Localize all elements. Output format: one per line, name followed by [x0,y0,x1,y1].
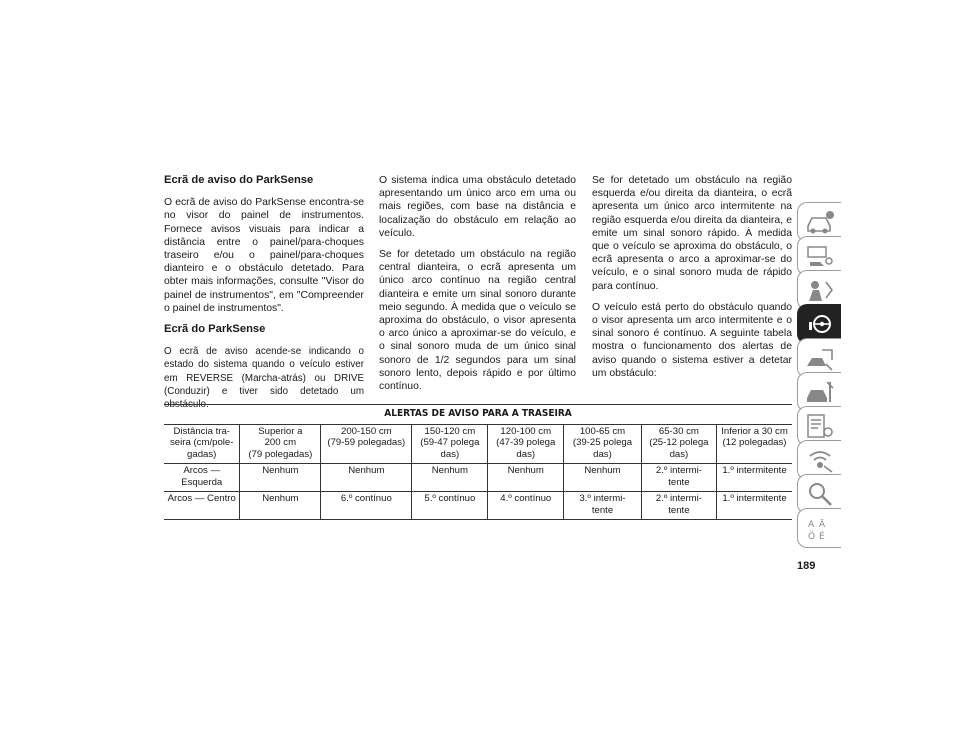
search-icon [804,480,836,508]
paragraph-display: O ecrã de aviso acende-se indicando o estado do sistema quando o veículo estiver em REVERSE (Marcha-atrás) ou DRIVE (Conduzir) e tiver sido detetado um obstáculo. [164,346,364,411]
svg-text:A: A [808,520,815,530]
table-row [164,492,792,520]
table-header-cell: Inferior a 30 cm (12 polegadas) [717,424,792,464]
paragraph-front-left-right: Se for detetado um obstáculo na região esquerda e/ou direita da dianteira, o ecrã apresenta um único arco intermitente na região esquerda e/ou direita da dianteira, e emite um sinal sonoro rápido. À medida que o veículo se aproxima do obstáculo, o ecrã apresenta o arco a aproximar-se do veículo, e o sinal sonoro muda de rápido para contínuo. [592,175,792,292]
svg-text:É: É [819,532,825,542]
table-cell: Nenhum [412,464,488,492]
table-header-cell: 65-30 cm (25-12 polega das) [641,424,716,464]
svg-text:Ä: Ä [819,520,826,530]
paragraph-close-obstacle: O veículo está perto do obstáculo quando o visor apresenta um arco intermitente e o sinal sonoro é contínuo. A seguinte tabela mostra o funcionamento dos alertas de aviso quando o sistema estiver a detetar um obstáculo: [592,301,792,379]
table-cell: Nenhum [240,464,321,492]
svg-text:Ö: Ö [808,532,816,542]
safety-airbag-icon [804,276,836,304]
table-cell: 1.º intermitente [717,492,792,520]
table-cell: Nenhum [321,464,412,492]
table-header-cell: 100-65 cm (39-25 polega das) [564,424,642,464]
service-tools-icon [804,378,836,406]
car-info-icon [804,208,836,236]
table-cell: 6.º contínuo [321,492,412,520]
table-title: ALERTAS DE AVISO PARA A TRASEIRA [164,405,792,425]
table-cell: Arcos — Centro [164,492,240,520]
rear-warning-alerts-table [164,404,792,520]
right-column [592,174,792,388]
steering-wheel-icon [804,310,836,338]
table-cell: 5.º contínuo [412,492,488,520]
languages-icon [804,514,836,542]
paragraph-front-center: Se for detetado um obstáculo na região central dianteira, o ecrã apresenta um único arco contínuo na região central dianteira e emite um sinal sonoro durante meio segundo. À medida que o veículo se aproxima do obstáculo, o visor apresenta o arco único a aproximar-se do veículo, e o sinal sonoro muda de um único sinal sonoro de 1/2 segundos para um sinal sonoro lento, depois rápido e por último contínuo. [379,249,576,393]
table-cell: 2.º intermi- tente [641,464,716,492]
chapter-tab[interactable] [797,508,841,548]
table-cell: 3.º intermi- tente [564,492,642,520]
multimedia-icon [804,446,836,474]
table-cell: 2.º intermi- tente [641,492,716,520]
heading-parksense-warning-display: Ecrã de aviso do ParkSense [164,174,314,186]
accident-icon [804,344,836,372]
table-header-row [164,424,792,464]
table-header-cell: 200-150 cm (79-59 polegadas) [321,424,412,464]
car-key-icon [804,242,836,270]
table-header-cell: 150-120 cm (59-47 polega das) [412,424,488,464]
page-number: 189 [797,560,816,572]
table-header-cell: Superior a 200 cm (79 polegadas) [240,424,321,464]
table-cell: 4.º contínuo [488,492,564,520]
middle-column [379,174,576,401]
table-cell: Nenhum [240,492,321,520]
table-cell: Nenhum [564,464,642,492]
heading-parksense-display: Ecrã do ParkSense [164,323,266,336]
paragraph-warning-display: O ecrã de aviso do ParkSense encontra-se no visor do painel de instrumentos. Fornece avisos visuais para indicar a distância entre o painel/para-choques traseiro e/ou o painel/para-choques dianteiro e o obstáculo detetado. Para obter mais informações, consulte "Visor do painel de instrumentos", em "Compreender o painel de instrumentos". [164,197,364,314]
left-column [164,174,364,419]
table-cell: Nenhum [488,464,564,492]
table-cell: 1.º intermitente [717,464,792,492]
table-row [164,464,792,492]
paragraph-arc-indication: O sistema indica uma obstáculo detetado apresentando um único arco em uma ou mais regiões, com base na distância e localização do obstáculo em relação ao veículo. [379,175,576,239]
table-cell: Arcos — Esquerda [164,464,240,492]
table-header-cell: 120-100 cm (47-39 polega das) [488,424,564,464]
table-header-cell: Distância tra- seira (cm/pole- gadas) [164,424,240,464]
specifications-icon [804,412,836,440]
